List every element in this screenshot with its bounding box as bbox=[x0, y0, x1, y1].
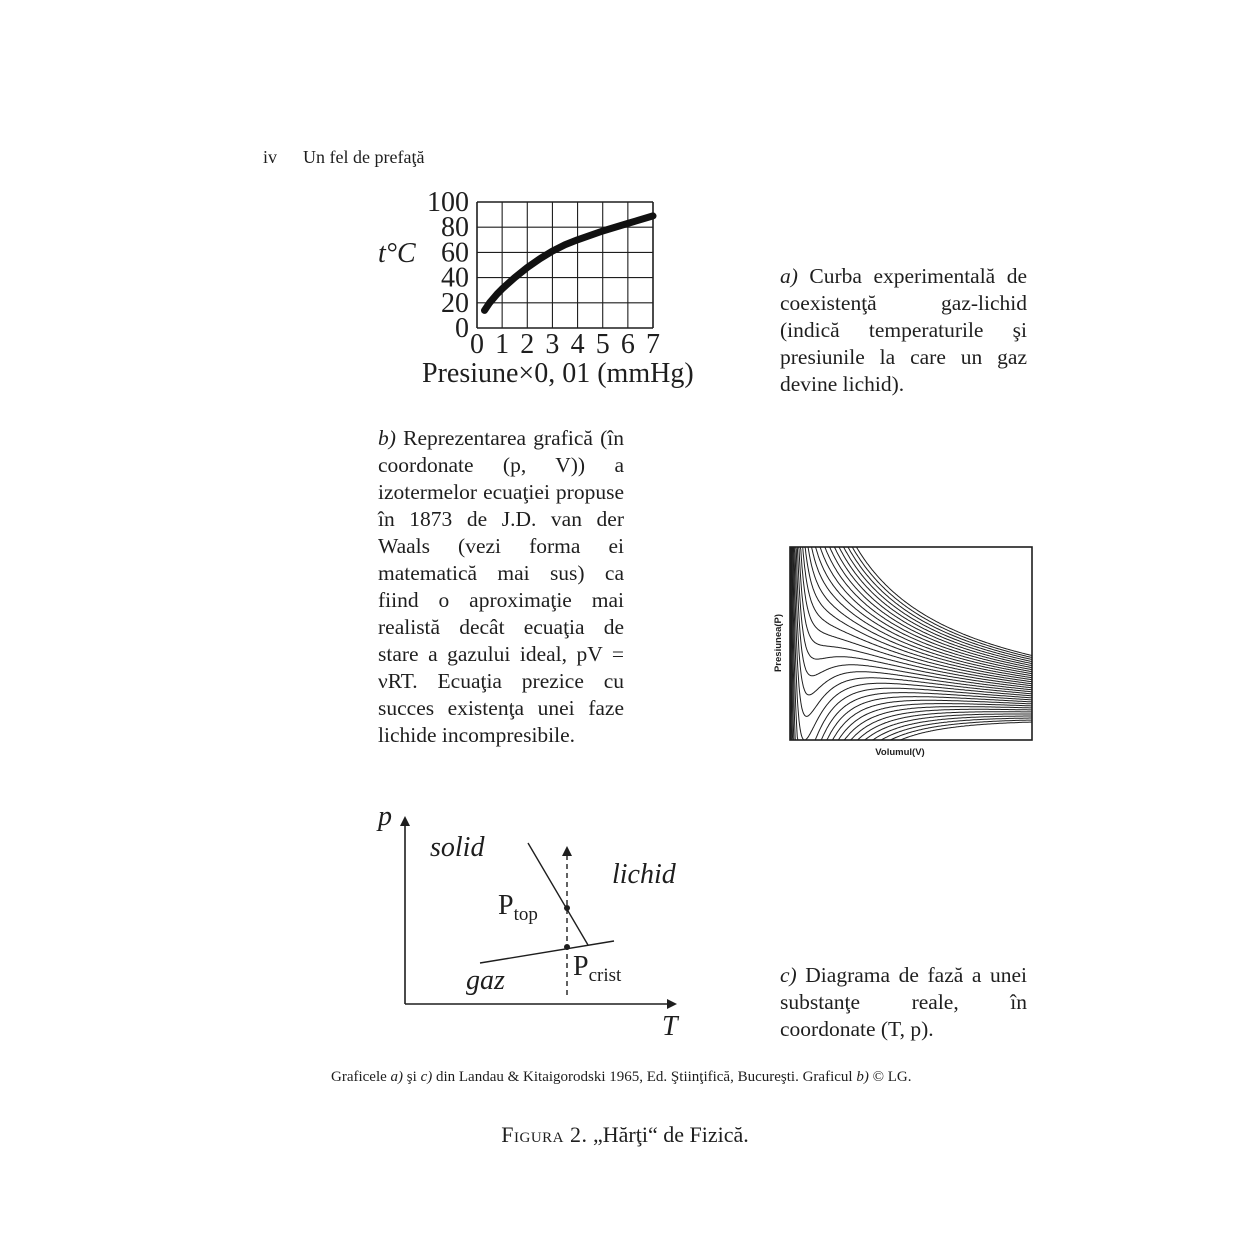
chart-b bbox=[768, 540, 1038, 765]
caption-a-text: Curba experimentală de coexistenţă gaz-lichid (indică temperaturile şi presiunile la care un gaz devine lichid). bbox=[780, 264, 1028, 396]
label-lichid: lichid bbox=[612, 859, 676, 890]
axis-p-label: p bbox=[378, 801, 392, 832]
sublimation-line bbox=[480, 941, 614, 963]
caption-a-label: a) bbox=[780, 264, 798, 288]
isotherm-curve bbox=[790, 547, 1032, 670]
chart-a-ytick: 80 bbox=[441, 212, 469, 244]
copyright-icon: © bbox=[872, 1069, 884, 1085]
pcrist-point bbox=[564, 944, 570, 950]
chart-b-xlabel: Volumul(V) bbox=[875, 747, 925, 758]
label-gaz: gaz bbox=[466, 965, 505, 996]
running-title: Un fel de prefaţă bbox=[303, 147, 425, 167]
page-number: iv bbox=[263, 147, 278, 167]
isotherm-curve bbox=[790, 547, 1032, 684]
chart-c bbox=[370, 795, 700, 1045]
caption-b bbox=[378, 425, 624, 749]
chart-b-isotherms bbox=[790, 547, 1032, 740]
melting-line bbox=[528, 843, 588, 945]
chart-a-ytick: 20 bbox=[441, 287, 469, 319]
chart-a-ylabel: t°C bbox=[378, 238, 416, 269]
chart-a-xtick: 3 bbox=[545, 329, 560, 360]
credit-owner: LG. bbox=[887, 1069, 912, 1085]
chart-a-xtick: 4 bbox=[570, 329, 585, 360]
credit-c: c) bbox=[420, 1069, 433, 1085]
isotherm-curve bbox=[790, 547, 1032, 716]
ptop-point bbox=[564, 905, 570, 911]
chart-a-ytick: 60 bbox=[441, 237, 469, 269]
chart-a-plot bbox=[427, 187, 660, 360]
credit-a: a) bbox=[390, 1069, 404, 1085]
chart-a-ytick: 0 bbox=[455, 313, 469, 344]
chart-a-xlabel: Presiune×0, 01 (mmHg) bbox=[422, 358, 694, 389]
figure-caption-title: „Hărţi“ de Fizică. bbox=[592, 1122, 749, 1147]
credit-and: şi bbox=[406, 1069, 417, 1085]
isotherm-curve bbox=[790, 547, 1032, 740]
isotherm-curve bbox=[790, 547, 1032, 740]
credit-b: b) bbox=[856, 1069, 869, 1085]
caption-b-text: Reprezentarea grafică (în coordonate (p, V)) a izotermelor ecuaţiei propuse în 1873 de J.D. van der Waals (vezi forma ei matematică mai sus) ca fiind o aproximaţie mai realistă decât ecuaţia de stare a gazului ideal, pV = νRT. Ecuaţia prezice cu succes existenţa unei faze lichide incompresibile. bbox=[378, 426, 624, 747]
chart-a-ytick: 40 bbox=[441, 262, 469, 294]
figure-caption bbox=[0, 1122, 1250, 1148]
chart-b-frame bbox=[790, 547, 1032, 740]
isotherm-curve bbox=[790, 547, 1032, 660]
figure-caption-label: Figura 2. bbox=[501, 1122, 588, 1147]
chart-a-xtick: 1 bbox=[495, 329, 510, 360]
label-solid: solid bbox=[430, 832, 485, 863]
credit-mid: din Landau & Kitaigorodski 1965, Ed. Ştiinţifică, Bucureşti. Graficul bbox=[435, 1069, 853, 1085]
caption-c-label: c) bbox=[780, 963, 797, 987]
caption-c-text: Diagrama de fază a unei substanţe reale, în coordonate (T, p). bbox=[780, 963, 1027, 1041]
label-ptop: $P_{top}$ bbox=[498, 890, 538, 925]
credit-line bbox=[331, 1069, 911, 1086]
axis-T-label: T bbox=[662, 1011, 678, 1042]
caption-a bbox=[780, 263, 1027, 398]
isotherm-curve bbox=[790, 547, 1032, 740]
chart-a-xtick: 2 bbox=[520, 329, 535, 360]
isotherm-curve bbox=[790, 547, 1032, 740]
chart-a-xtick: 0 bbox=[470, 329, 484, 360]
caption-c bbox=[780, 962, 1027, 1043]
chart-a bbox=[370, 185, 750, 400]
isotherm-curve bbox=[790, 547, 1032, 662]
chart-a-xtick: 5 bbox=[595, 329, 610, 360]
chart-a-xtick: 6 bbox=[620, 329, 635, 360]
chart-b-ylabel: Presiunea(P) bbox=[773, 613, 784, 673]
isotherm-curve bbox=[790, 547, 1032, 740]
chart-a-ytick: 100 bbox=[427, 187, 469, 218]
isotherm-curve bbox=[790, 547, 1032, 676]
chart-a-xtick: 7 bbox=[646, 329, 660, 360]
caption-b-label: b) bbox=[378, 426, 396, 450]
credit-prefix: Graficele bbox=[331, 1069, 387, 1085]
running-header bbox=[263, 147, 424, 168]
label-pcrist: $P_{crist}$ bbox=[573, 951, 622, 986]
